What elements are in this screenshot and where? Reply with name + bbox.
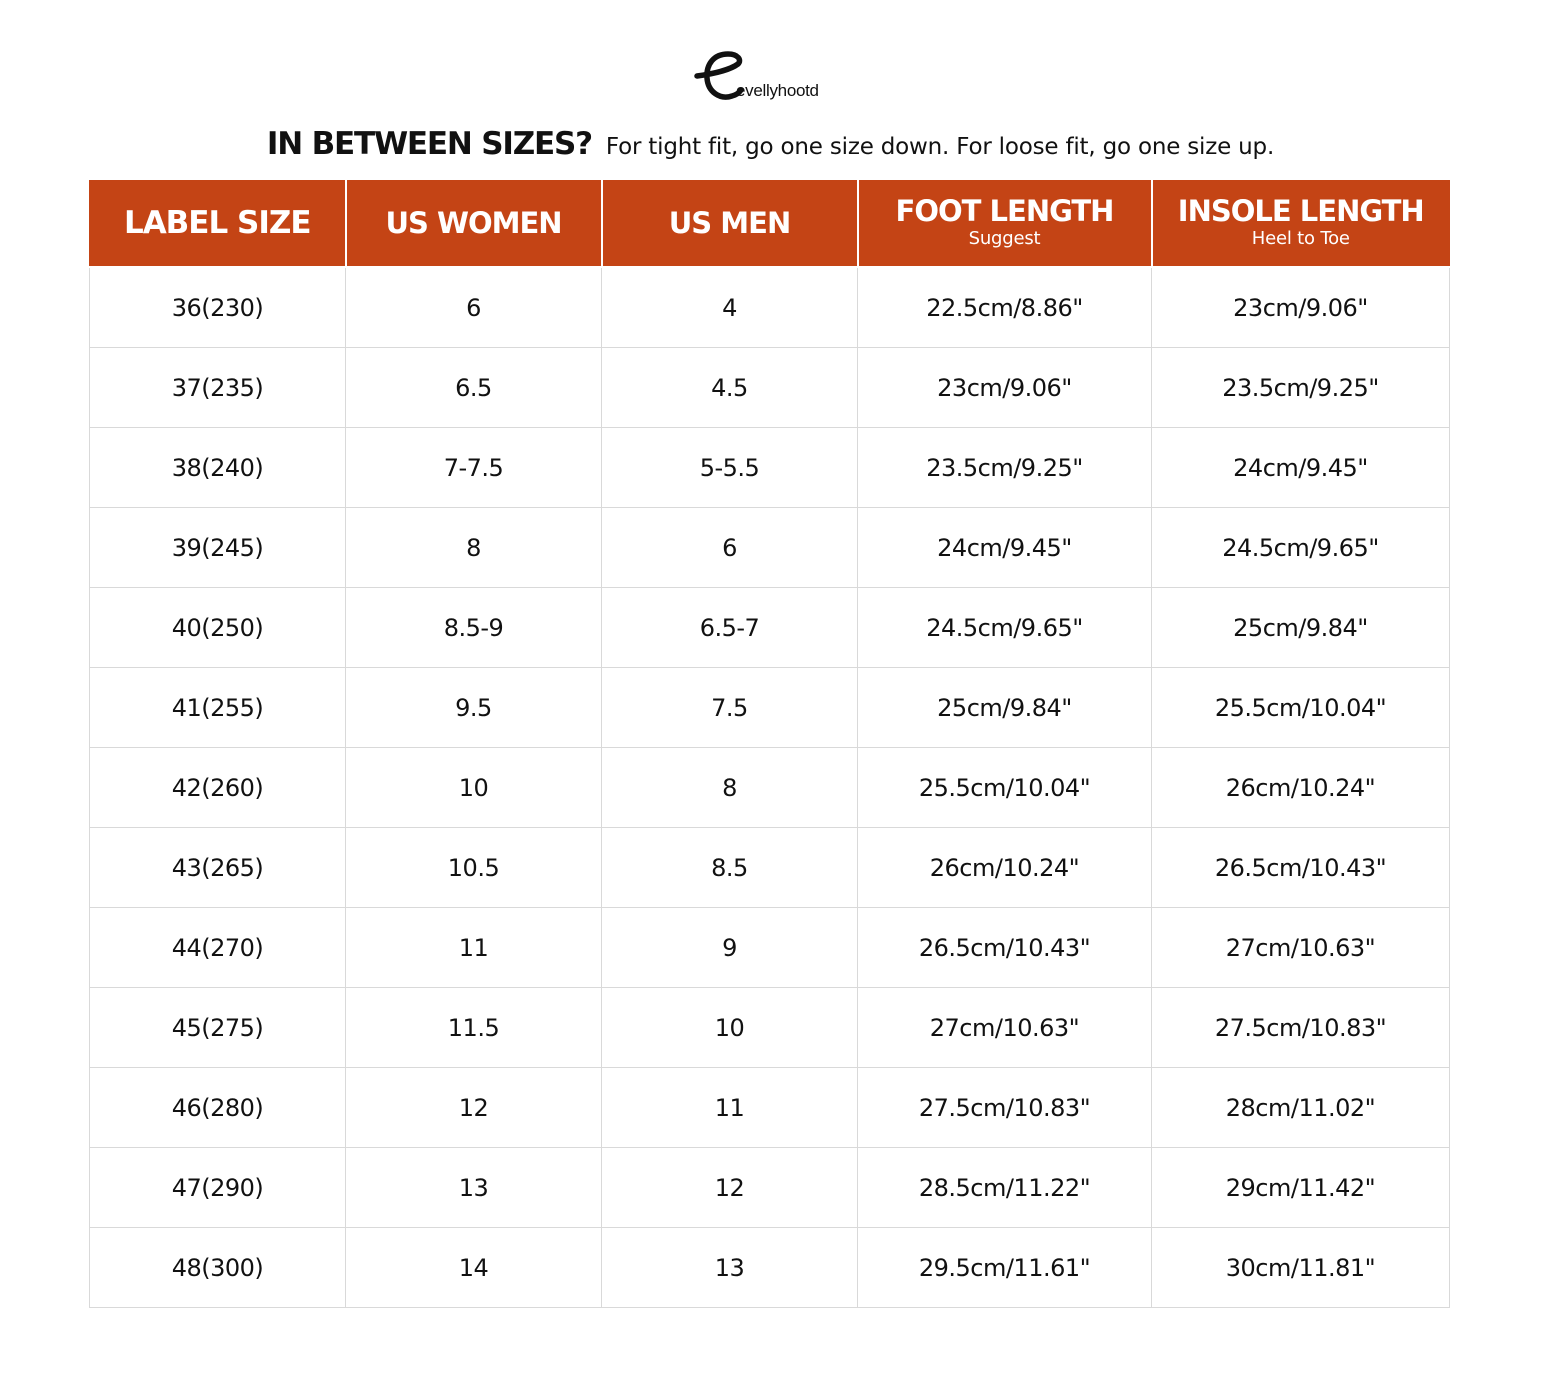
cell-us-men: 4 — [602, 267, 858, 348]
cell-us-men: 9 — [602, 908, 858, 988]
table-header-row — [90, 180, 1450, 267]
sizing-note-text: For tight fit, go one size down. For loose fit, go one size up. — [605, 134, 1275, 160]
cell-us-women: 6 — [346, 267, 602, 348]
sizing-note — [0, 126, 1541, 162]
cell-insole-length: 24cm/9.45" — [1152, 428, 1450, 508]
cell-us-men: 8 — [602, 748, 858, 828]
cell-foot-length: 25cm/9.84" — [858, 668, 1152, 748]
cell-us-men: 6 — [602, 508, 858, 588]
header-label: US MEN — [668, 206, 791, 240]
cell-foot-length: 27.5cm/10.83" — [858, 1068, 1152, 1148]
cell-insole-length: 27.5cm/10.83" — [1152, 988, 1450, 1068]
cell-foot-length: 26cm/10.24" — [858, 828, 1152, 908]
cell-us-women: 9.5 — [346, 668, 602, 748]
cell-insole-length: 29cm/11.42" — [1152, 1148, 1450, 1228]
cell-label-size: 46(280) — [90, 1068, 346, 1148]
cell-us-women: 8 — [346, 508, 602, 588]
header-label-size — [90, 180, 346, 267]
cell-us-men: 12 — [602, 1148, 858, 1228]
table-row — [90, 988, 1450, 1068]
cell-label-size: 36(230) — [90, 267, 346, 348]
header-label: INSOLE LENGTH — [1177, 194, 1424, 228]
cell-label-size: 39(245) — [90, 508, 346, 588]
cell-foot-length: 23cm/9.06" — [858, 348, 1152, 428]
header-label: FOOT LENGTH — [895, 194, 1114, 228]
table-row — [90, 508, 1450, 588]
cell-insole-length: 25cm/9.84" — [1152, 588, 1450, 668]
brand-logo — [692, 50, 852, 106]
cell-foot-length: 24cm/9.45" — [858, 508, 1152, 588]
table-row — [90, 267, 1450, 348]
table-row — [90, 1068, 1450, 1148]
size-chart-table — [89, 180, 1450, 1308]
cell-us-men: 10 — [602, 988, 858, 1068]
cell-label-size: 41(255) — [90, 668, 346, 748]
cell-label-size: 37(235) — [90, 348, 346, 428]
cell-us-women: 6.5 — [346, 348, 602, 428]
cell-insole-length: 25.5cm/10.04" — [1152, 668, 1450, 748]
cell-insole-length: 23cm/9.06" — [1152, 267, 1450, 348]
header-sublabel: Suggest — [968, 228, 1041, 249]
cell-insole-length: 23.5cm/9.25" — [1152, 348, 1450, 428]
cell-label-size: 42(260) — [90, 748, 346, 828]
table-row — [90, 668, 1450, 748]
table-row — [90, 588, 1450, 668]
cell-insole-length: 24.5cm/9.65" — [1152, 508, 1450, 588]
table-row — [90, 1148, 1450, 1228]
cell-label-size: 47(290) — [90, 1148, 346, 1228]
cell-us-men: 8.5 — [602, 828, 858, 908]
cell-us-men: 11 — [602, 1068, 858, 1148]
table-row — [90, 428, 1450, 508]
cell-us-men: 7.5 — [602, 668, 858, 748]
cell-label-size: 48(300) — [90, 1228, 346, 1308]
cell-us-women: 11.5 — [346, 988, 602, 1068]
cell-foot-length: 27cm/10.63" — [858, 988, 1152, 1068]
cell-label-size: 43(265) — [90, 828, 346, 908]
brand-name: evellyhootd — [736, 81, 819, 100]
cell-foot-length: 24.5cm/9.65" — [858, 588, 1152, 668]
cell-foot-length: 28.5cm/11.22" — [858, 1148, 1152, 1228]
header-label: LABEL SIZE — [123, 205, 311, 241]
table-body — [90, 267, 1450, 1308]
table-row — [90, 828, 1450, 908]
cell-label-size: 45(275) — [90, 988, 346, 1068]
cell-us-men: 5-5.5 — [602, 428, 858, 508]
cell-insole-length: 26cm/10.24" — [1152, 748, 1450, 828]
header-insole-length — [1152, 180, 1450, 267]
cell-us-women: 14 — [346, 1228, 602, 1308]
cell-us-women: 10.5 — [346, 828, 602, 908]
cell-us-men: 13 — [602, 1228, 858, 1308]
cell-label-size: 38(240) — [90, 428, 346, 508]
cell-foot-length: 22.5cm/8.86" — [858, 267, 1152, 348]
table-row — [90, 348, 1450, 428]
cell-insole-length: 28cm/11.02" — [1152, 1068, 1450, 1148]
header-foot-length — [858, 180, 1152, 267]
cell-us-women: 8.5-9 — [346, 588, 602, 668]
header-sublabel: Heel to Toe — [1251, 228, 1350, 249]
cell-foot-length: 25.5cm/10.04" — [858, 748, 1152, 828]
cell-foot-length: 29.5cm/11.61" — [858, 1228, 1152, 1308]
cell-us-women: 10 — [346, 748, 602, 828]
header-label: US WOMEN — [385, 206, 562, 240]
cell-us-women: 13 — [346, 1148, 602, 1228]
cell-foot-length: 26.5cm/10.43" — [858, 908, 1152, 988]
cell-us-women: 11 — [346, 908, 602, 988]
sizing-note-title: IN BETWEEN SIZES? — [266, 126, 592, 162]
cell-us-men: 6.5-7 — [602, 588, 858, 668]
cell-insole-length: 27cm/10.63" — [1152, 908, 1450, 988]
header-us-women — [346, 180, 602, 267]
cell-label-size: 44(270) — [90, 908, 346, 988]
cell-insole-length: 30cm/11.81" — [1152, 1228, 1450, 1308]
cell-foot-length: 23.5cm/9.25" — [858, 428, 1152, 508]
table-row — [90, 908, 1450, 988]
cell-insole-length: 26.5cm/10.43" — [1152, 828, 1450, 908]
cell-us-women: 12 — [346, 1068, 602, 1148]
cell-label-size: 40(250) — [90, 588, 346, 668]
cell-us-men: 4.5 — [602, 348, 858, 428]
table-row — [90, 748, 1450, 828]
header-us-men — [602, 180, 858, 267]
cell-us-women: 7-7.5 — [346, 428, 602, 508]
table-row — [90, 1228, 1450, 1308]
